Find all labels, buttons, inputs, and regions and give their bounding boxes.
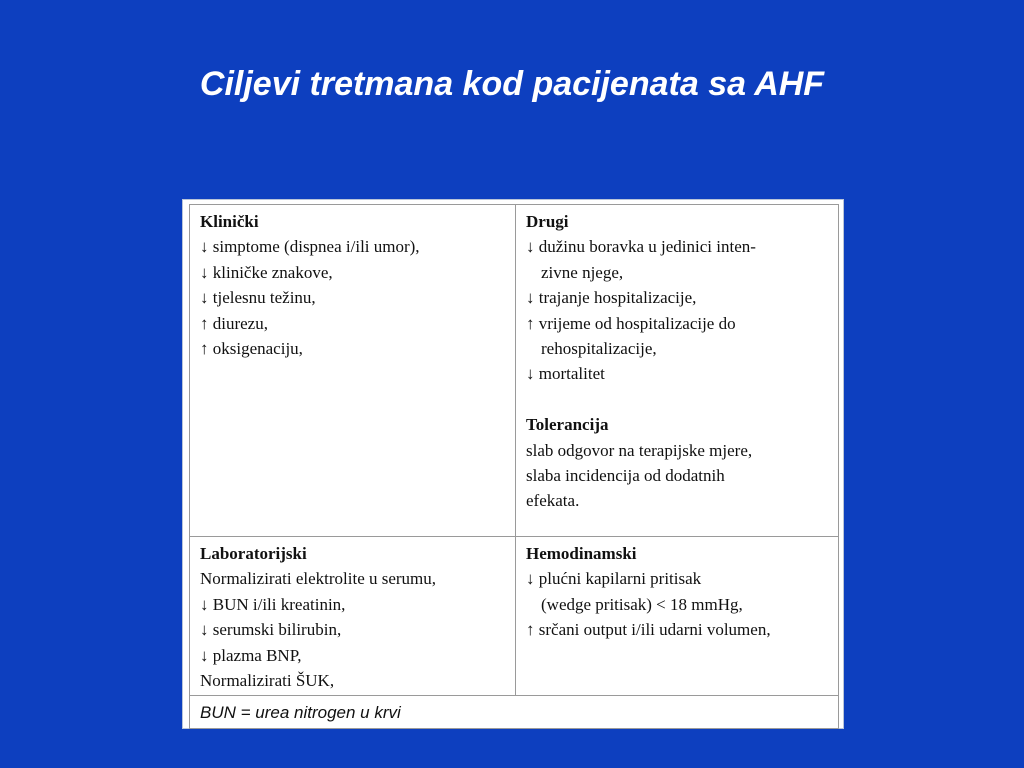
slide-title: Ciljevi tretmana kod pacijenata sa AHF (199, 65, 825, 103)
laboratory-header: Laboratorijski (200, 544, 307, 563)
laboratory-line: Normalizirati elektrolite u serumu, (200, 569, 437, 589)
hemodynamic-line: ↑ srčani output i/ili udarni volumen, (526, 620, 771, 640)
clinical-line: ↑ oksigenaciju, (200, 339, 303, 359)
tolerance-line: slab odgovor na terapijske mjere, (526, 440, 753, 460)
clinical-line: ↓ tjelesnu težinu, (200, 288, 316, 308)
laboratory-line: ↓ plazma BNP, (200, 645, 302, 665)
hemodynamic-line: ↓ plućni kapilarni pritisak (526, 569, 702, 589)
tolerance-line: efekata. (526, 491, 580, 511)
other-line: ↓ dužinu boravka u jedinici inten- (526, 237, 756, 257)
table-row (190, 696, 839, 729)
cell-hemodynamic (516, 537, 839, 696)
laboratory-line: ↓ serumski bilirubin, (200, 620, 342, 640)
goals-table-image (182, 199, 844, 729)
goals-table (189, 204, 839, 729)
tolerance-header: Tolerancija (526, 415, 609, 435)
table-row (190, 205, 839, 537)
clinical-header: Klinički (200, 212, 259, 231)
other-line: ↑ vrijeme od hospitalizacije do (526, 313, 736, 333)
clinical-line: ↓ kliničke znakove, (200, 262, 333, 282)
hemodynamic-header: Hemodinamski (526, 544, 637, 563)
other-line: ↓ mortalitet (526, 364, 605, 384)
footnote: BUN = urea nitrogen u krvi (190, 696, 839, 729)
laboratory-line: Normalizirati ŠUK, (200, 671, 335, 691)
spacer (526, 387, 830, 412)
clinical-line: ↓ simptome (dispnea i/ili umor), (200, 237, 420, 257)
table-row (190, 537, 839, 696)
hemodynamic-line: (wedge pritisak) < 18 mmHg, (541, 594, 743, 614)
cell-clinical (190, 205, 516, 537)
clinical-line: ↑ diurezu, (200, 313, 268, 333)
cell-other-tolerance (516, 205, 839, 537)
other-line: zivne njege, (541, 262, 624, 282)
other-line: ↓ trajanje hospitalizacije, (526, 288, 697, 308)
laboratory-line: ↓ BUN i/ili kreatinin, (200, 594, 346, 614)
tolerance-line: slaba incidencija od dodatnih (526, 466, 725, 486)
other-header: Drugi (526, 212, 569, 231)
other-line: rehospitalizacije, (541, 339, 657, 359)
cell-laboratory (190, 537, 516, 696)
